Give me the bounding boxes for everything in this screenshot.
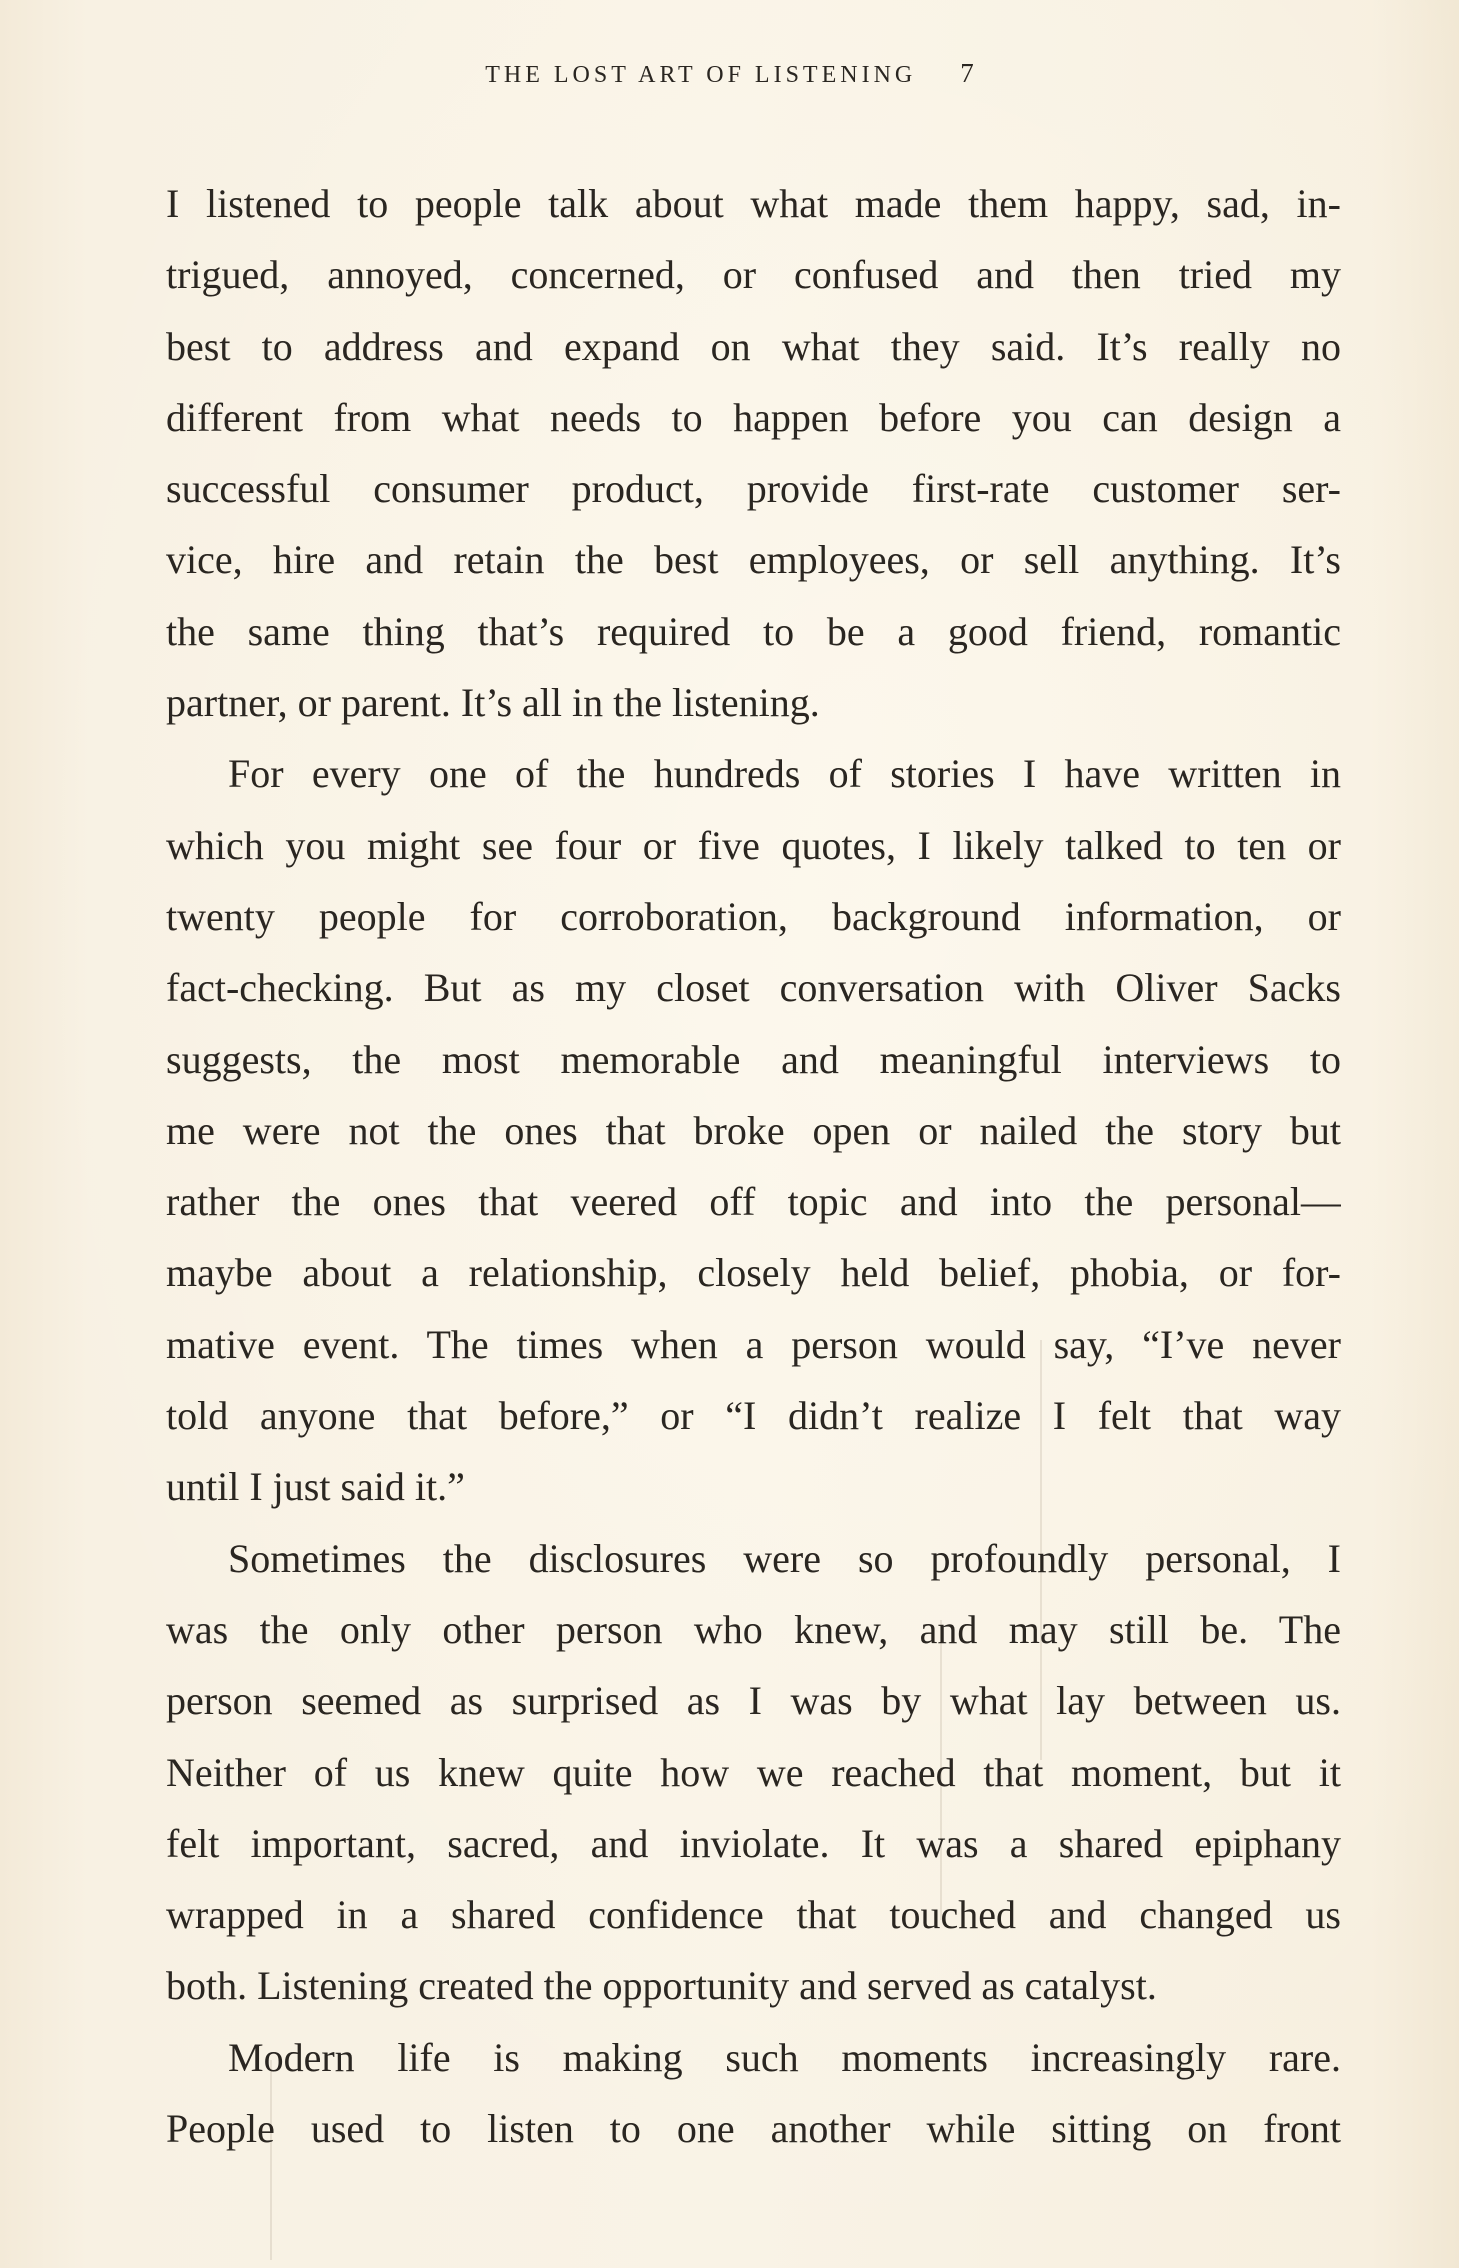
- text-line: wrapped in a shared confidence that touched and changed us: [166, 1892, 1341, 1938]
- text-line: felt important, sacred, and inviolate. It was a shared epiphany: [166, 1820, 1341, 1866]
- text-line: partner, or parent. It’s all in the listening.: [166, 680, 820, 726]
- text-line: person seemed as surprised as I was by what lay between us.: [166, 1678, 1341, 1724]
- text-line: twenty people for corroboration, background information, or: [166, 893, 1341, 939]
- text-line: I listened to people talk about what made them happy, sad, in-: [166, 181, 1341, 226]
- text-line: vice, hire and retain the best employees, or sell anything. It’s: [166, 537, 1341, 583]
- text-line: For every one of the hundreds of stories I have written in: [228, 751, 1341, 797]
- page-number: 7: [960, 58, 974, 88]
- text-line: rather the ones that veered off topic and into the personal—: [166, 1179, 1341, 1225]
- text-line: maybe about a relationship, closely held belief, phobia, or for-: [166, 1250, 1341, 1296]
- text-line: fact-checking. But as my closet conversation with Oliver Sacks: [166, 965, 1341, 1011]
- text-line: until I just said it.”: [166, 1464, 465, 1510]
- body-text: [166, 168, 1341, 2164]
- text-line: both. Listening created the opportunity and served as catalyst.: [166, 1963, 1157, 2009]
- text-line: which you might see four or five quotes, I likely talked to ten or: [166, 822, 1341, 868]
- text-line: suggests, the most memorable and meaningful interviews to: [166, 1036, 1341, 1082]
- text-line: the same thing that’s required to be a good friend, romantic: [166, 608, 1341, 654]
- text-line: Modern life is making such moments increasingly rare.: [228, 2034, 1341, 2080]
- text-line: told anyone that before,” or “I didn’t realize I felt that way: [166, 1393, 1341, 1439]
- text-line: Sometimes the disclosures were so profoundly personal, I: [228, 1535, 1341, 1581]
- running-head: [0, 58, 1459, 89]
- text-line: best to address and expand on what they said. It’s really no: [166, 323, 1341, 369]
- running-head-title: THE LOST ART OF LISTENING: [485, 62, 917, 88]
- text-line: me were not the ones that broke open or nailed the story but: [166, 1107, 1341, 1153]
- text-line: People used to listen to one another while sitting on front: [166, 2106, 1341, 2152]
- text-line: was the only other person who knew, and may still be. The: [166, 1606, 1341, 1652]
- text-line: trigued, annoyed, concerned, or confused and then tried my: [166, 252, 1341, 298]
- text-line: mative event. The times when a person would say, “I’ve never: [166, 1321, 1341, 1367]
- text-line: Neither of us knew quite how we reached that moment, but it: [166, 1749, 1341, 1795]
- text-line: successful consumer product, provide first-rate customer ser-: [166, 466, 1341, 512]
- text-line: different from what needs to happen before you can design a: [166, 394, 1341, 440]
